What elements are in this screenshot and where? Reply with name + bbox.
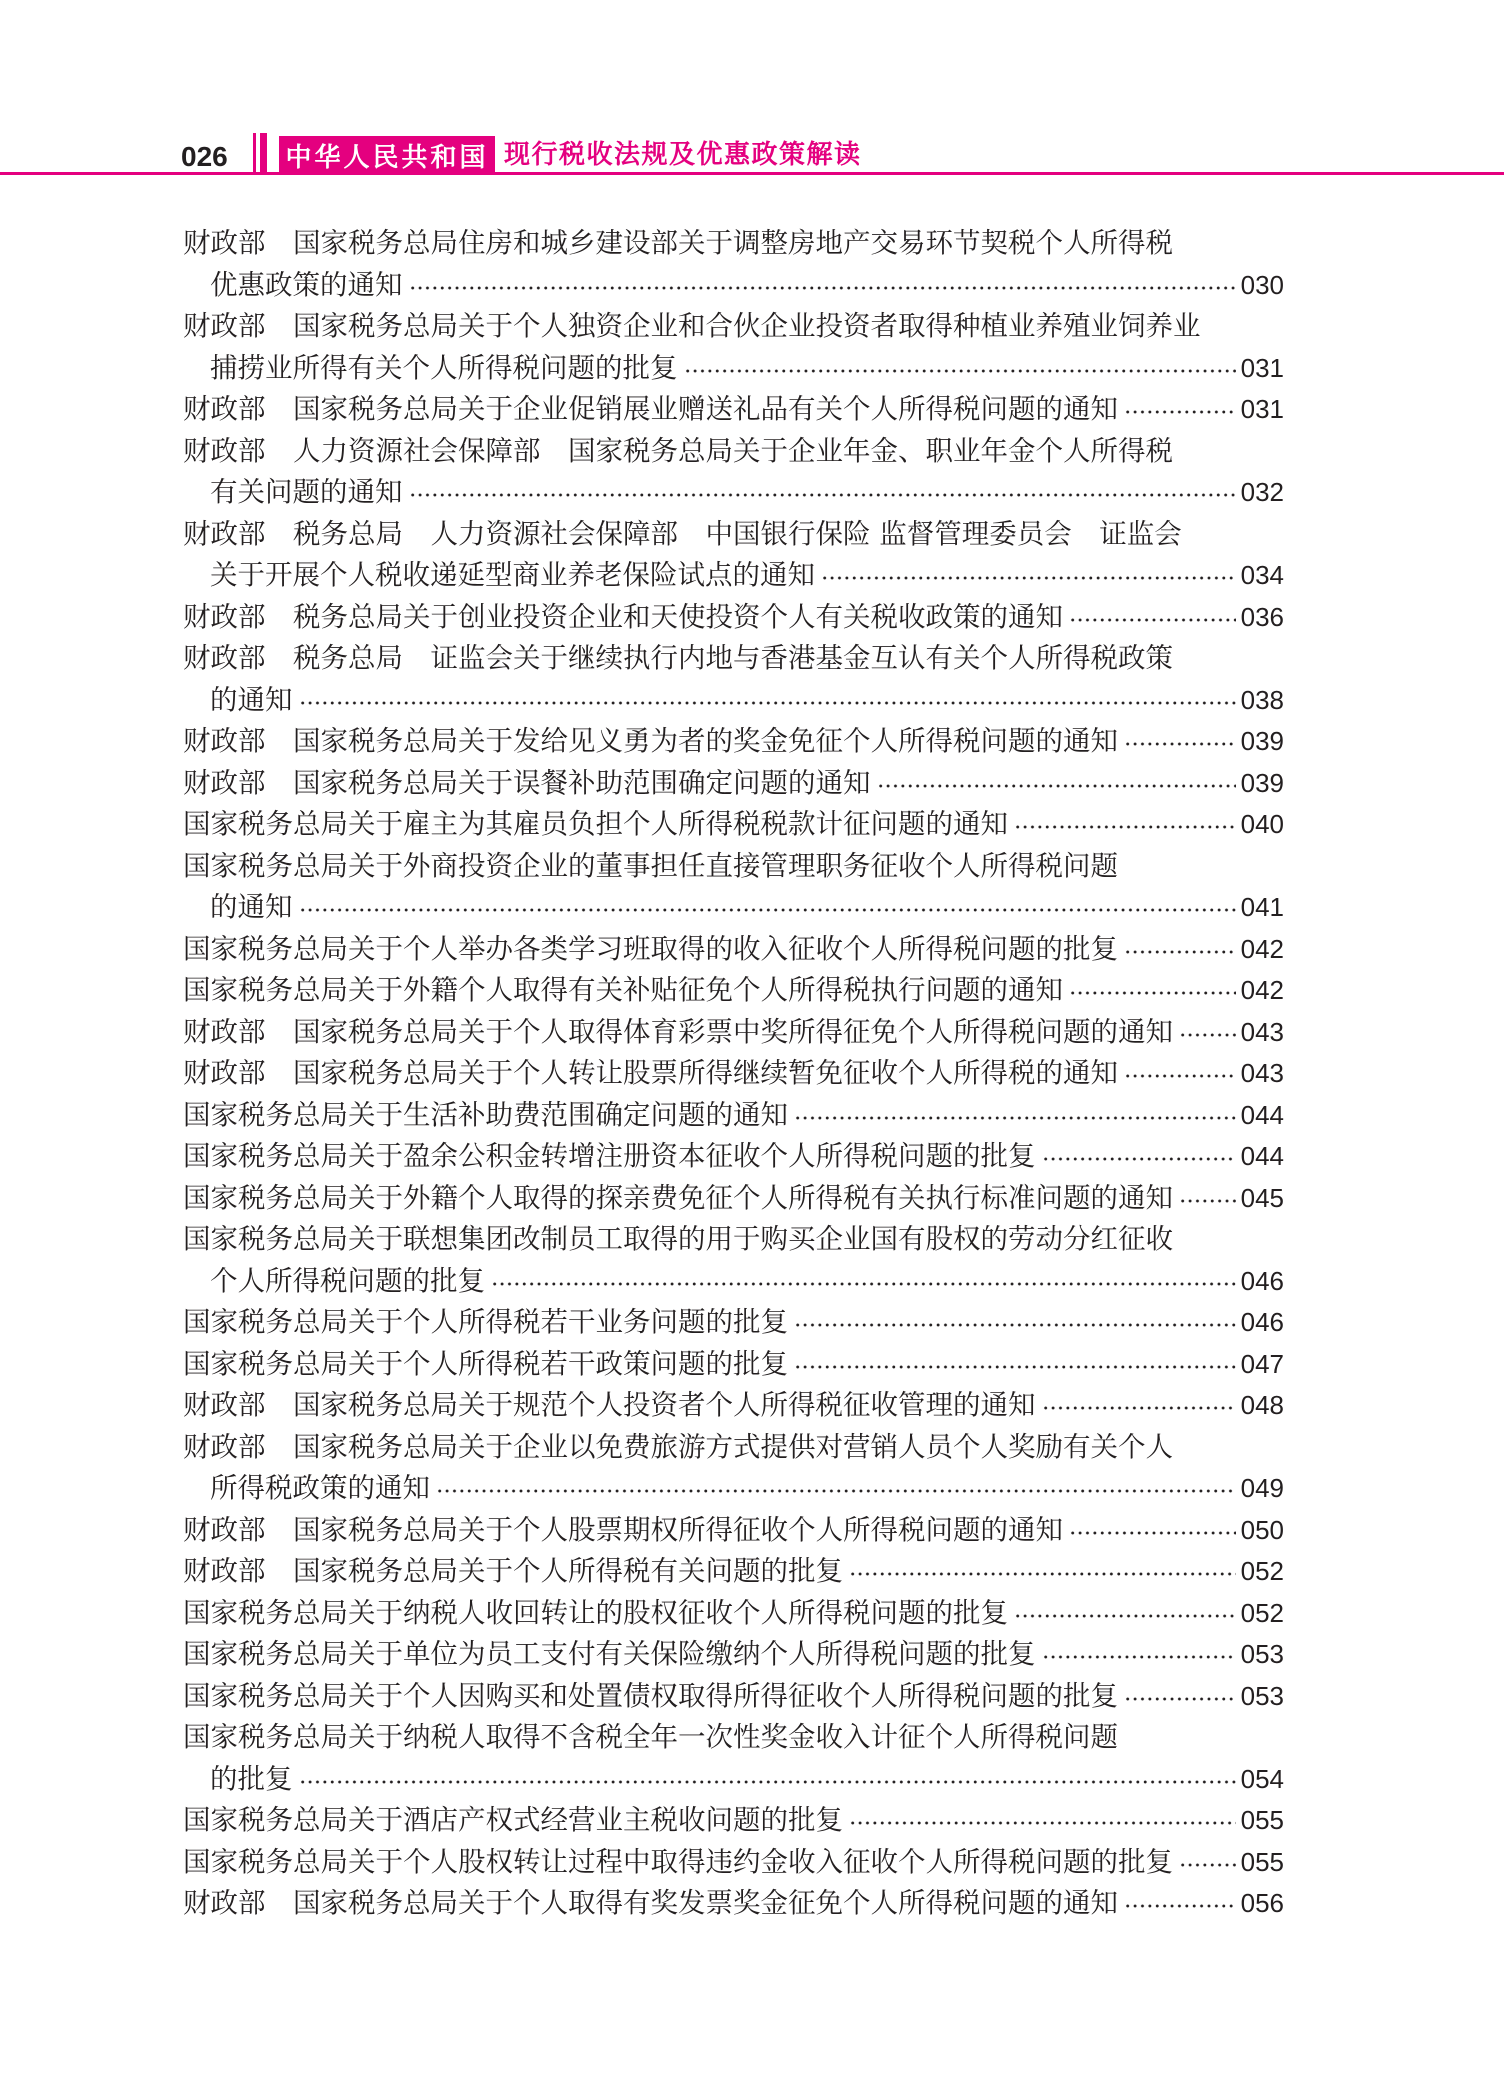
toc-entry-first-line [183,1095,1284,1137]
dot-leader [849,1800,1236,1842]
toc-entry-text: 国家税务总局关于盈余公积金转增注册资本征收个人所得税问题的批复 [183,1140,1036,1172]
toc-entry [183,389,1284,431]
toc-entry-first-line [183,1302,1284,1344]
toc-entry [183,1053,1284,1095]
toc-entry [183,1136,1284,1178]
toc-entry [183,1095,1284,1137]
toc-entry [183,1551,1284,1593]
toc-entry-first-line [183,721,1284,763]
dot-leader [299,887,1236,929]
toc-entry-first-line [183,1510,1284,1552]
toc-entry-text: 财政部 人力资源社会保障部 国家税务总局关于企业年金、职业年金个人所得税 [183,434,1173,467]
toc-entry-first-line [183,1883,1284,1925]
toc-entry [183,1510,1284,1552]
toc-entry-first-line [183,970,1284,1012]
toc-entry [183,721,1284,763]
toc-entry-text: 财政部 税务总局关于创业投资企业和天使投资个人有关税收政策的通知 [183,600,1063,633]
toc-entry [183,1302,1284,1344]
toc-entry-text: 个人所得税问题的批复 [210,1264,485,1297]
toc-entry-text: 国家税务总局关于酒店产权式经营业主税收问题的批复 [183,1804,843,1836]
toc-entry-first-line [183,1385,1284,1427]
toc-entry-text: 国家税务总局关于纳税人取得不含税全年一次性奖金收入计征个人所得税问题 [183,1721,1118,1753]
toc-page-number: 038 [1240,684,1284,715]
toc-entry [183,763,1284,805]
toc-page-number: 036 [1240,601,1284,632]
toc-entry-continuation-line [183,472,1284,514]
toc-entry [183,1385,1284,1427]
toc-entry-first-line [183,1178,1284,1220]
toc-entry-first-line [183,1344,1284,1386]
toc-entry-text: 的通知 [210,891,293,923]
toc-entry-continuation-line [183,887,1284,929]
toc-entry [183,1676,1284,1718]
toc-entry-first-line [183,1427,1284,1469]
toc-entry-first-line [183,1219,1284,1261]
toc-page-number: 042 [1240,933,1284,964]
toc-page-number: 031 [1240,394,1284,424]
toc-entry-text: 国家税务总局关于个人举办各类学习班取得的收入征收个人所得税问题的批复 [183,932,1118,965]
toc-page-number: 049 [1240,1473,1284,1503]
toc-entry-first-line [183,1053,1284,1095]
page-number: 026 [181,141,228,172]
toc-entry [183,1593,1284,1635]
dot-leader [1179,1012,1236,1054]
toc-entry-text: 财政部 国家税务总局关于规范个人投资者个人所得税征收管理的通知 [183,1389,1036,1421]
toc-entry-first-line [183,1717,1284,1759]
header-accent-bar [260,133,267,175]
toc-entry-text: 财政部 国家税务总局关于个人取得有奖发票奖金征免个人所得税问题的通知 [183,1887,1118,1919]
dot-leader [684,348,1236,390]
toc-page-number: 040 [1240,809,1284,839]
dot-leader [491,1261,1236,1303]
toc-entry-text: 有关问题的通知 [210,476,403,508]
toc-entry [183,1219,1284,1302]
toc-entry-continuation-line [183,265,1284,307]
table-of-contents [183,223,1284,1925]
toc-page-number: 054 [1240,1763,1284,1794]
dot-leader [1069,1510,1236,1552]
toc-entry-first-line [183,597,1284,639]
toc-page-number: 055 [1240,1805,1284,1835]
toc-entry [183,306,1284,389]
toc-entry [183,1344,1284,1386]
toc-entry [183,514,1284,597]
toc-entry-continuation-line [183,680,1284,722]
dot-leader [1042,1634,1236,1676]
toc-page-number: 039 [1240,767,1284,798]
toc-entry-text: 财政部 国家税务总局住房和城乡建设部关于调整房地产交易环节契税个人所得税 [183,227,1173,259]
toc-entry-continuation-line [183,1759,1284,1801]
dot-leader [1179,1178,1236,1220]
toc-entry [183,970,1284,1012]
toc-entry-text: 的批复 [210,1762,293,1795]
toc-entry-first-line [183,1676,1284,1718]
toc-entry-first-line [183,1012,1284,1054]
toc-entry-text: 财政部 国家税务总局关于个人转让股票所得继续暂免征收个人所得税的通知 [183,1057,1118,1089]
toc-entry-text: 国家税务总局关于雇主为其雇员负担个人所得税税款计征问题的通知 [183,808,1008,840]
toc-entry-text: 国家税务总局关于单位为员工支付有关保险缴纳个人所得税问题的批复 [183,1638,1036,1670]
toc-entry-text: 国家税务总局关于个人所得税若干政策问题的批复 [183,1347,788,1380]
toc-entry [183,804,1284,846]
country-label: 中华人民共和国 [285,142,489,173]
country-label-box [279,136,495,174]
toc-entry-text: 财政部 国家税务总局关于个人独资企业和合伙企业投资者取得种植业养殖业饲养业 [183,310,1201,342]
dot-leader [1124,721,1236,763]
dot-leader [1124,1883,1236,1925]
toc-entry-text: 国家税务总局关于外商投资企业的董事担任直接管理职务征收个人所得税问题 [183,849,1118,882]
toc-entry-continuation-line [183,1261,1284,1303]
toc-entry-first-line [183,389,1284,431]
toc-entry-text: 财政部 国家税务总局关于企业以免费旅游方式提供对营销人员个人奖励有关个人 [183,1430,1173,1463]
toc-entry [183,431,1284,514]
toc-page-number: 046 [1240,1265,1284,1296]
header-accent-bar [253,133,256,175]
toc-entry-text: 优惠政策的通知 [210,268,403,301]
dot-leader [849,1551,1236,1593]
dot-leader [1042,1385,1236,1427]
toc-entry-first-line [183,804,1284,846]
toc-entry-continuation-line [183,348,1284,390]
toc-entry-continuation-line [183,555,1284,597]
dot-leader [1124,929,1236,971]
toc-entry-first-line [183,1551,1284,1593]
toc-entry [183,1800,1284,1842]
toc-entry-text: 财政部 国家税务总局关于企业促销展业赠送礼品有关个人所得税问题的通知 [183,393,1118,425]
toc-entry-first-line [183,638,1284,680]
toc-entry-first-line [183,763,1284,805]
toc-page-number: 039 [1240,726,1284,756]
toc-entry-text: 的通知 [210,683,293,716]
toc-entry [183,929,1284,971]
toc-entry [183,1012,1284,1054]
toc-entry-first-line [183,306,1284,348]
toc-entry-first-line [183,223,1284,265]
toc-page-number: 046 [1240,1307,1284,1337]
dot-leader [1042,1136,1236,1178]
toc-entry-text: 捕捞业所得有关个人所得税问题的批复 [210,351,678,384]
toc-entry-continuation-line [183,1468,1284,1510]
toc-page-number: 047 [1240,1348,1284,1379]
toc-entry-first-line [183,431,1284,473]
toc-entry-text: 国家税务总局关于外籍个人取得有关补贴征免个人所得税执行问题的通知 [183,974,1063,1006]
dot-leader [794,1302,1236,1344]
toc-entry-first-line [183,1136,1284,1178]
dot-leader [409,472,1236,514]
dot-leader [1069,970,1236,1012]
toc-entry-text: 财政部 税务总局 人力资源社会保障部 中国银行保险 监督管理委员会 证监会 [183,517,1182,550]
dot-leader [794,1344,1236,1386]
dot-leader [1069,597,1236,639]
toc-entry [183,1634,1284,1676]
toc-page-number: 030 [1240,269,1284,300]
toc-entry-first-line [183,1593,1284,1635]
toc-page-number: 048 [1240,1390,1284,1420]
toc-page-number: 050 [1240,1514,1284,1545]
dot-leader [299,1759,1236,1801]
toc-page-number: 031 [1240,352,1284,383]
toc-page-number: 043 [1240,1016,1284,1047]
toc-page-number: 044 [1240,1141,1284,1171]
toc-entry-text: 国家税务总局关于生活补助费范围确定问题的通知 [183,1098,788,1131]
toc-entry-first-line [183,514,1284,556]
toc-entry-text: 所得税政策的通知 [210,1472,430,1504]
toc-page-number: 056 [1240,1888,1284,1918]
toc-entry-text: 国家税务总局关于纳税人收回转让的股权征收个人所得税问题的批复 [183,1596,1008,1629]
toc-entry-text: 关于开展个人税收递延型商业养老保险试点的通知 [210,559,815,591]
toc-entry-text: 财政部 国家税务总局关于个人取得体育彩票中奖所得征免个人所得税问题的通知 [183,1015,1173,1048]
toc-entry-first-line [183,1842,1284,1884]
toc-entry [183,223,1284,306]
toc-entry-text: 财政部 国家税务总局关于发给见义勇为者的奖金免征个人所得税问题的通知 [183,725,1118,757]
toc-entry [183,1717,1284,1800]
dot-leader [1124,389,1236,431]
toc-page-number: 034 [1240,560,1284,590]
dot-leader [1124,1053,1236,1095]
toc-entry-text: 财政部 国家税务总局关于误餐补助范围确定问题的通知 [183,766,871,799]
toc-page-number: 032 [1240,477,1284,507]
toc-entry-text: 财政部 国家税务总局关于个人所得税有关问题的批复 [183,1555,843,1587]
toc-page-number: 043 [1240,1058,1284,1088]
toc-page-number: 041 [1240,892,1284,922]
toc-page-number: 055 [1240,1846,1284,1877]
toc-entry-text: 财政部 税务总局 证监会关于继续执行内地与香港基金互认有关个人所得税政策 [183,642,1173,674]
toc-entry [183,1842,1284,1884]
toc-entry-text: 财政部 国家税务总局关于个人股票期权所得征收个人所得税问题的通知 [183,1513,1063,1546]
toc-page-number: 044 [1240,1099,1284,1130]
toc-entry [183,1427,1284,1510]
toc-entry-first-line [183,929,1284,971]
book-title: 现行税收法规及优惠政策解读 [504,140,862,170]
toc-entry-text: 国家税务总局关于外籍个人取得的探亲费免征个人所得税有关执行标准问题的通知 [183,1181,1173,1214]
toc-entry-text: 国家税务总局关于个人因购买和处置债权取得所得征收个人所得税问题的批复 [183,1679,1118,1712]
toc-entry-text: 国家税务总局关于个人所得税若干业务问题的批复 [183,1306,788,1338]
toc-page-number: 052 [1240,1556,1284,1586]
dot-leader [1014,804,1236,846]
dot-leader [877,763,1236,805]
toc-entry [183,597,1284,639]
toc-entry [183,846,1284,929]
dot-leader [299,680,1236,722]
dot-leader [1179,1842,1236,1884]
toc-page-number: 052 [1240,1597,1284,1628]
toc-entry-first-line [183,846,1284,888]
toc-entry [183,1178,1284,1220]
toc-page-number: 042 [1240,975,1284,1005]
toc-entry-first-line [183,1634,1284,1676]
toc-page-number: 053 [1240,1639,1284,1669]
toc-entry-text: 国家税务总局关于联想集团改制员工取得的用于购买企业国有股权的劳动分红征收 [183,1223,1173,1255]
toc-entry [183,638,1284,721]
dot-leader [436,1468,1236,1510]
dot-leader [1014,1593,1236,1635]
dot-leader [794,1095,1236,1137]
toc-entry [183,1883,1284,1925]
dot-leader [1124,1676,1236,1718]
toc-page-number: 045 [1240,1182,1284,1213]
dot-leader [821,555,1236,597]
toc-entry-first-line [183,1800,1284,1842]
dot-leader [409,265,1236,307]
toc-entry-text: 国家税务总局关于个人股权转让过程中取得违约金收入征收个人所得税问题的批复 [183,1845,1173,1878]
toc-page-number: 053 [1240,1680,1284,1711]
